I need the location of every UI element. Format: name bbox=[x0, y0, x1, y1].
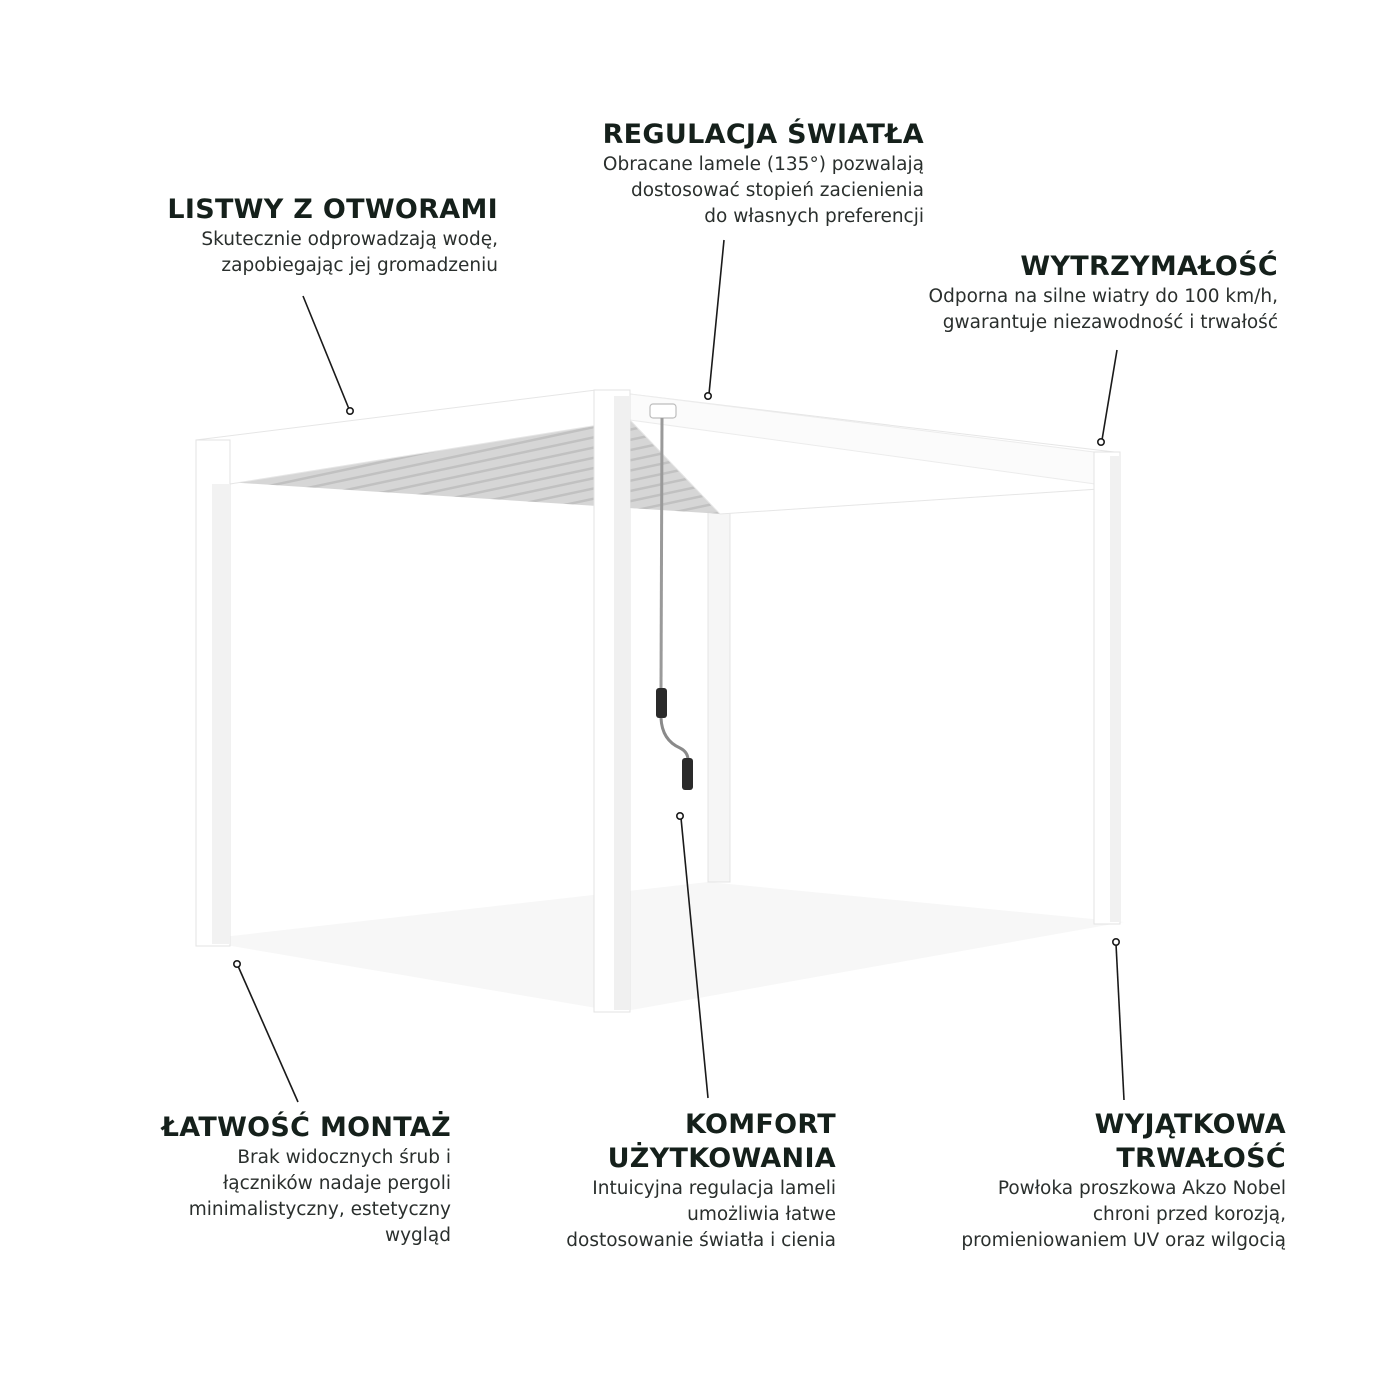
callout-description: Odporna na silne wiatry do 100 km/h, gwarantuje niezawodność i trwałość bbox=[928, 286, 1278, 333]
callout-title: WYJĄTKOWA TRWAŁOŚĆ bbox=[1094, 1109, 1286, 1174]
crank-arm bbox=[661, 718, 688, 760]
callout-description: Powłoka proszkowa Akzo Nobel chroni przed korozją, promieniowaniem UV oraz wilgocią bbox=[961, 1178, 1286, 1251]
leader-dot-latwosc bbox=[234, 961, 240, 967]
leader-line-latwosc bbox=[238, 966, 298, 1102]
leader-dot-wyjatkowa bbox=[1113, 939, 1119, 945]
leader-dot-listwy bbox=[347, 408, 353, 414]
crank-gearbox bbox=[650, 404, 676, 418]
callout-komfort-uzytkowania bbox=[566, 1108, 836, 1254]
callout-latwosc-montaz bbox=[162, 1111, 451, 1249]
crank-rod bbox=[661, 418, 662, 690]
leader-line-wyjatkowa bbox=[1116, 944, 1124, 1100]
leader-dot-wytrzymalosc bbox=[1098, 439, 1104, 445]
callout-listwy-z-otworami bbox=[167, 193, 498, 279]
crank-handle-bottom bbox=[682, 758, 693, 790]
callout-regulacja-swiatla bbox=[603, 118, 924, 230]
callout-title: WYTRZYMAŁOŚĆ bbox=[1020, 251, 1278, 282]
post-back-left bbox=[708, 512, 730, 882]
leader-line-regulacja bbox=[709, 240, 724, 394]
callout-title: ŁATWOŚĆ MONTAŻ bbox=[161, 1112, 451, 1143]
callout-description: Intuicyjna regulacja lameli umożliwia łatwe dostosowanie światła i cienia bbox=[566, 1178, 836, 1251]
crank-handle-top bbox=[656, 688, 667, 718]
leader-dot-regulacja bbox=[705, 393, 711, 399]
callout-title: KOMFORT UŻYTKOWANIA bbox=[607, 1109, 836, 1174]
post-front-shade bbox=[614, 396, 630, 1010]
leader-line-listwy bbox=[303, 296, 349, 409]
leader-dot-komfort bbox=[677, 813, 683, 819]
callout-description: Skutecznie odprowadzają wodę, zapobiegając jej gromadzeniu bbox=[201, 229, 498, 276]
callout-description: Obracane lamele (135°) pozwalają dostosować stopień zacienienia do własnych preferencji bbox=[602, 154, 924, 227]
callout-wyjatkowa-trwalosc bbox=[961, 1108, 1286, 1254]
post-right-shade bbox=[1110, 456, 1120, 922]
callout-wytrzymalosc bbox=[929, 250, 1278, 336]
leader-line-wytrzymalosc bbox=[1102, 350, 1117, 440]
post-left-shade bbox=[212, 484, 230, 944]
callout-title: REGULACJA ŚWIATŁA bbox=[602, 119, 924, 150]
callout-title: LISTWY Z OTWORAMI bbox=[167, 194, 498, 225]
callout-description: Brak widocznych śrub i łączników nadaje pergoli minimalistyczny, estetyczny wygląd bbox=[188, 1147, 451, 1246]
ground-shadow bbox=[196, 882, 1124, 1012]
